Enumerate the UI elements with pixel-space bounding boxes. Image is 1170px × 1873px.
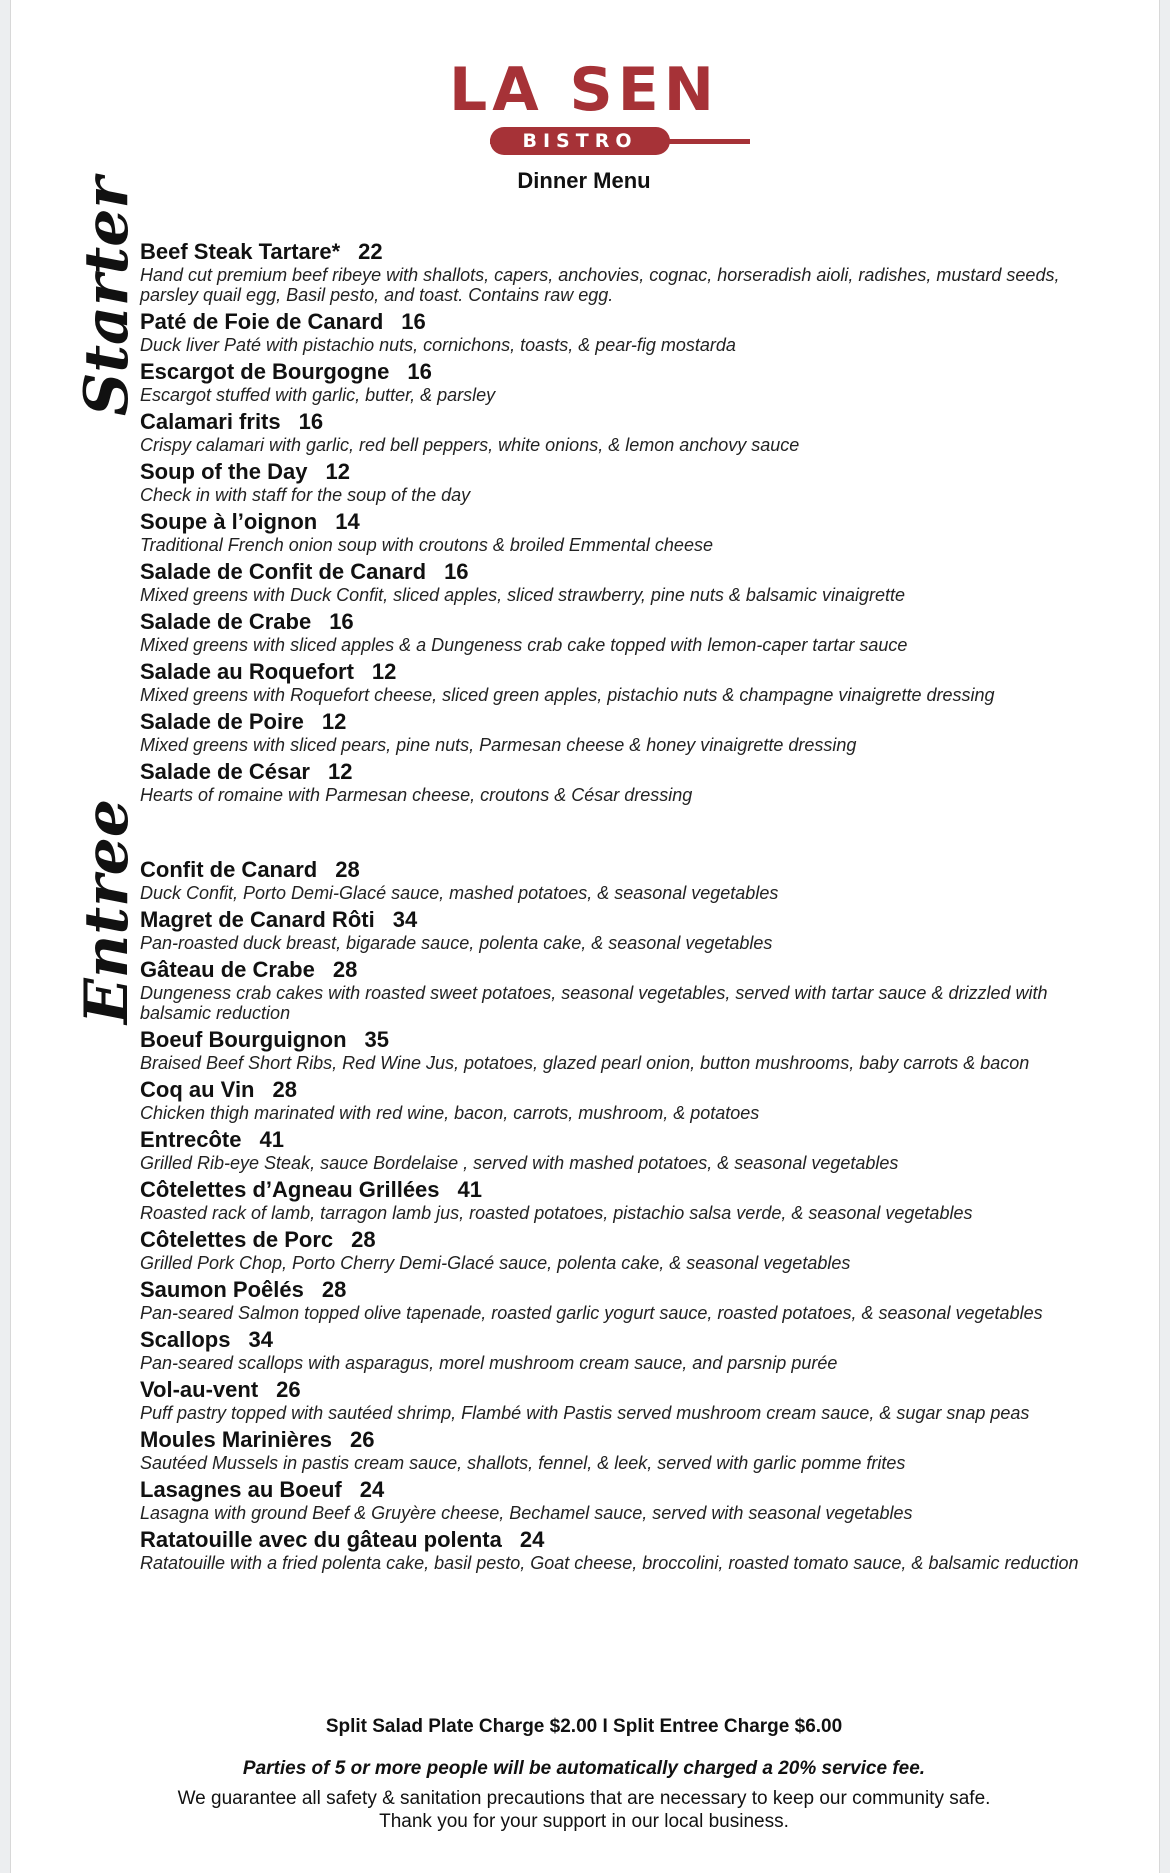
- menu-item-name: Paté de Foie de Canard: [140, 309, 384, 334]
- menu-item-description: Check in with staff for the soup of the day: [140, 485, 471, 505]
- menu-item-description: Pan-seared scallops with asparagus, morel mushroom cream sauce, and parsnip purée: [140, 1353, 838, 1373]
- menu-item: [140, 409, 1120, 455]
- menu-item-header: [140, 1377, 1120, 1403]
- menu-item-header: [140, 1027, 1120, 1053]
- menu-item-description: Chicken thigh marinated with red wine, bacon, carrots, mushroom, & potatoes: [140, 1103, 760, 1123]
- menu-item-price: 12: [327, 759, 353, 784]
- menu-item-header: [140, 609, 1120, 635]
- section-label-starter: Starter: [72, 176, 142, 416]
- menu-item-name: Magret de Canard Rôti: [140, 907, 375, 932]
- menu-item-header: [140, 1327, 1120, 1353]
- menu-item-price: 12: [371, 659, 397, 684]
- menu-item-header: [140, 1177, 1120, 1203]
- menu-item-description: Mixed greens with Duck Confit, sliced apples, sliced strawberry, pine nuts & balsamic vinaigrette: [140, 585, 905, 605]
- menu-item-header: [140, 857, 1120, 883]
- menu-item-header: [140, 1227, 1120, 1253]
- menu-item-price: 14: [335, 509, 360, 534]
- menu-item-price: 28: [321, 1277, 347, 1302]
- menu-item-name: Escargot de Bourgogne: [140, 359, 390, 384]
- menu-item-name: Vol-au-vent: [140, 1377, 259, 1402]
- menu-item-description: Puff pastry topped with sautéed shrimp, Flambé with Pastis served mushroom cream sauce, & sugar snap peas: [140, 1403, 1030, 1423]
- menu-item-description: Roasted rack of lamb, tarragon lamb jus, roasted potatoes, pistachio salsa verde, & seasonal vegetables: [140, 1203, 973, 1223]
- menu-item: [140, 359, 1120, 405]
- menu-item: [140, 1027, 1120, 1073]
- menu-item-price: 35: [364, 1027, 389, 1052]
- menu-item: [140, 659, 1120, 705]
- starter-items-list: [140, 239, 1120, 809]
- menu-item: [140, 907, 1120, 953]
- menu-item-name: Ratatouille avec du gâteau polenta: [140, 1527, 502, 1552]
- menu-item-price: 34: [248, 1327, 273, 1352]
- menu-item-price: 16: [329, 609, 354, 634]
- menu-item-name: Entrecôte: [140, 1127, 242, 1152]
- menu-item-header: [140, 907, 1120, 933]
- menu-item-header: [140, 239, 1120, 265]
- menu-item-price: 16: [298, 409, 324, 434]
- menu-item-header: [140, 359, 1120, 385]
- menu-item: [140, 509, 1120, 555]
- entree-items-list: [140, 857, 1120, 1577]
- brand-logo-tagline: BISTRO: [490, 127, 670, 155]
- menu-item: [140, 1127, 1120, 1173]
- menu-item-price: 28: [272, 1077, 297, 1102]
- menu-item-name: Salade de Poire: [140, 709, 304, 734]
- menu-item: [140, 1077, 1120, 1123]
- split-charge-note: Split Salad Plate Charge $2.00 I Split Entree Charge $6.00: [325, 1716, 843, 1737]
- menu-item-name: Gâteau de Crabe: [140, 957, 315, 982]
- menu-item-name: Boeuf Bourguignon: [140, 1027, 347, 1052]
- menu-item-description: Duck Confit, Porto Demi-Glacé sauce, mashed potatoes, & seasonal vegetables: [140, 883, 779, 903]
- menu-item: [140, 609, 1120, 655]
- menu-item-header: [140, 559, 1120, 585]
- menu-item-description: Crispy calamari with garlic, red bell peppers, white onions, & lemon anchovy sauce: [140, 435, 800, 455]
- safety-note: [0, 1787, 1168, 1833]
- safety-note-line-2: Thank you for your support in our local business.: [379, 1811, 789, 1832]
- menu-item-price: 16: [407, 359, 432, 384]
- menu-item-name: Soupe à l’oignon: [140, 509, 318, 534]
- menu-item-price: 28: [335, 857, 360, 882]
- menu-item-price: 24: [519, 1527, 545, 1552]
- menu-item-header: [140, 1527, 1120, 1553]
- section-label-entree: Entree: [72, 798, 142, 1024]
- menu-item-name: Salade de César: [140, 759, 310, 784]
- menu-item-description: Pan-seared Salmon topped olive tapenade, roasted garlic yogurt sauce, roasted potatoes, & seasonal vegetables: [140, 1303, 1043, 1323]
- menu-item-price: 26: [349, 1427, 375, 1452]
- menu-item-description: Mixed greens with Roquefort cheese, sliced green apples, pistachio nuts & champagne vinaigrette dressing: [140, 685, 995, 705]
- menu-item-description: Ratatouille with a fried polenta cake, basil pesto, Goat cheese, broccolini, roasted tomato sauce, & balsamic reduction: [140, 1553, 1079, 1573]
- menu-item-name: Scallops: [140, 1327, 231, 1352]
- menu-item-name: Beef Steak Tartare*: [140, 239, 341, 264]
- menu-item-description: Braised Beef Short Ribs, Red Wine Jus, potatoes, glazed pearl onion, button mushrooms, baby carrots & bacon: [140, 1053, 1030, 1073]
- menu-item-header: [140, 1477, 1120, 1503]
- menu-item-price: 16: [444, 559, 469, 584]
- menu-item-header: [140, 1127, 1120, 1153]
- menu-item: [140, 1327, 1120, 1373]
- menu-item-name: Confit de Canard: [140, 857, 318, 882]
- menu-item-name: Coq au Vin: [140, 1077, 255, 1102]
- menu-title: Dinner Menu: [517, 168, 651, 193]
- menu-item-header: [140, 1427, 1120, 1453]
- menu-item-price: 41: [457, 1177, 483, 1202]
- menu-item: [140, 759, 1120, 805]
- menu-item-description: Sautéed Mussels in pastis cream sauce, shallots, fennel, & leek, served with garlic pomme frites: [140, 1453, 906, 1473]
- safety-note-line-1: We guarantee all safety & sanitation precautions that are necessary to keep our community safe.: [177, 1788, 991, 1809]
- menu-item: [140, 1277, 1120, 1323]
- menu-item-header: [140, 957, 1120, 983]
- menu-item-description: Grilled Rib-eye Steak, sauce Bordelaise , served with mashed potatoes, & seasonal vegetables: [140, 1153, 899, 1173]
- menu-item-header: [140, 459, 1120, 485]
- menu-item-description: Hand cut premium beef ribeye with shallots, capers, anchovies, cognac, horseradish aioli, radishes, mustard seeds, parsley quail egg, Basil pesto, and toast. Contains raw egg.: [140, 265, 1060, 305]
- menu-item-description: Hearts of romaine with Parmesan cheese, croutons & César dressing: [140, 785, 693, 805]
- menu-item-price: 12: [325, 459, 350, 484]
- menu-item-price: 34: [392, 907, 418, 932]
- menu-item-header: [140, 759, 1120, 785]
- menu-item-header: [140, 709, 1120, 735]
- menu-item: [140, 1477, 1120, 1523]
- menu-item: [140, 309, 1120, 355]
- menu-item-name: Moules Marinières: [140, 1427, 332, 1452]
- menu-item-header: [140, 309, 1120, 335]
- menu-item-price: 41: [259, 1127, 284, 1152]
- menu-item-name: Côtelettes d’Agneau Grillées: [140, 1177, 440, 1202]
- menu-item-description: Duck liver Paté with pistachio nuts, cornichons, toasts, & pear-fig mostarda: [140, 335, 736, 355]
- menu-item: [140, 709, 1120, 755]
- menu-item-description: Lasagna with ground Beef & Gruyère cheese, Bechamel sauce, served with seasonal vegetables: [140, 1503, 913, 1523]
- menu-item-price: 28: [332, 957, 358, 982]
- menu-item-description: Mixed greens with sliced pears, pine nuts, Parmesan cheese & honey vinaigrette dressing: [140, 735, 857, 755]
- menu-item-name: Calamari frits: [140, 409, 281, 434]
- menu-item: [140, 1177, 1120, 1223]
- menu-item-description: Pan-roasted duck breast, bigarade sauce, polenta cake, & seasonal vegetables: [140, 933, 773, 953]
- menu-item-header: [140, 659, 1120, 685]
- menu-item-price: 24: [359, 1477, 385, 1502]
- menu-item: [140, 1377, 1120, 1423]
- menu-item-header: [140, 409, 1120, 435]
- brand-logo-name: LA SEN: [449, 55, 719, 125]
- menu-item-price: 22: [358, 239, 383, 264]
- menu-item-name: Côtelettes de Porc: [140, 1227, 334, 1252]
- menu-item: [140, 239, 1120, 305]
- menu-item-price: 16: [401, 309, 426, 334]
- menu-item-header: [140, 1277, 1120, 1303]
- menu-item-name: Salade au Roquefort: [140, 659, 354, 684]
- menu-item-header: [140, 1077, 1120, 1103]
- menu-item-description: Escargot stuffed with garlic, butter, & parsley: [140, 385, 496, 405]
- menu-item-header: [140, 509, 1120, 535]
- menu-item-name: Lasagnes au Boeuf: [140, 1477, 342, 1502]
- menu-item: [140, 857, 1120, 903]
- menu-item-name: Saumon Poêlés: [140, 1277, 304, 1302]
- menu-item: [140, 1527, 1120, 1573]
- menu-item-description: Dungeness crab cakes with roasted sweet potatoes, seasonal vegetables, served with tartar sauce & drizzled with balsamic reduction: [140, 983, 1048, 1023]
- menu-item-name: Salade de Confit de Canard: [140, 559, 427, 584]
- menu-item: [140, 1427, 1120, 1473]
- menu-item: [140, 559, 1120, 605]
- menu-item: [140, 459, 1120, 505]
- menu-item-price: 28: [351, 1227, 376, 1252]
- menu-item: [140, 957, 1120, 1023]
- menu-item-price: 12: [321, 709, 347, 734]
- service-fee-note: Parties of 5 or more people will be automatically charged a 20% service fee.: [242, 1758, 926, 1779]
- menu-item-name: Soup of the Day: [140, 459, 308, 484]
- menu-item-price: 26: [276, 1377, 301, 1402]
- menu-item: [140, 1227, 1120, 1273]
- menu-item-name: Salade de Crabe: [140, 609, 312, 634]
- menu-item-description: Mixed greens with sliced apples & a Dungeness crab cake topped with lemon-caper tartar sauce: [140, 635, 908, 655]
- menu-item-description: Traditional French onion soup with croutons & broiled Emmental cheese: [140, 535, 713, 555]
- menu-item-description: Grilled Pork Chop, Porto Cherry Demi-Glacé sauce, polenta cake, & seasonal vegetables: [140, 1253, 851, 1273]
